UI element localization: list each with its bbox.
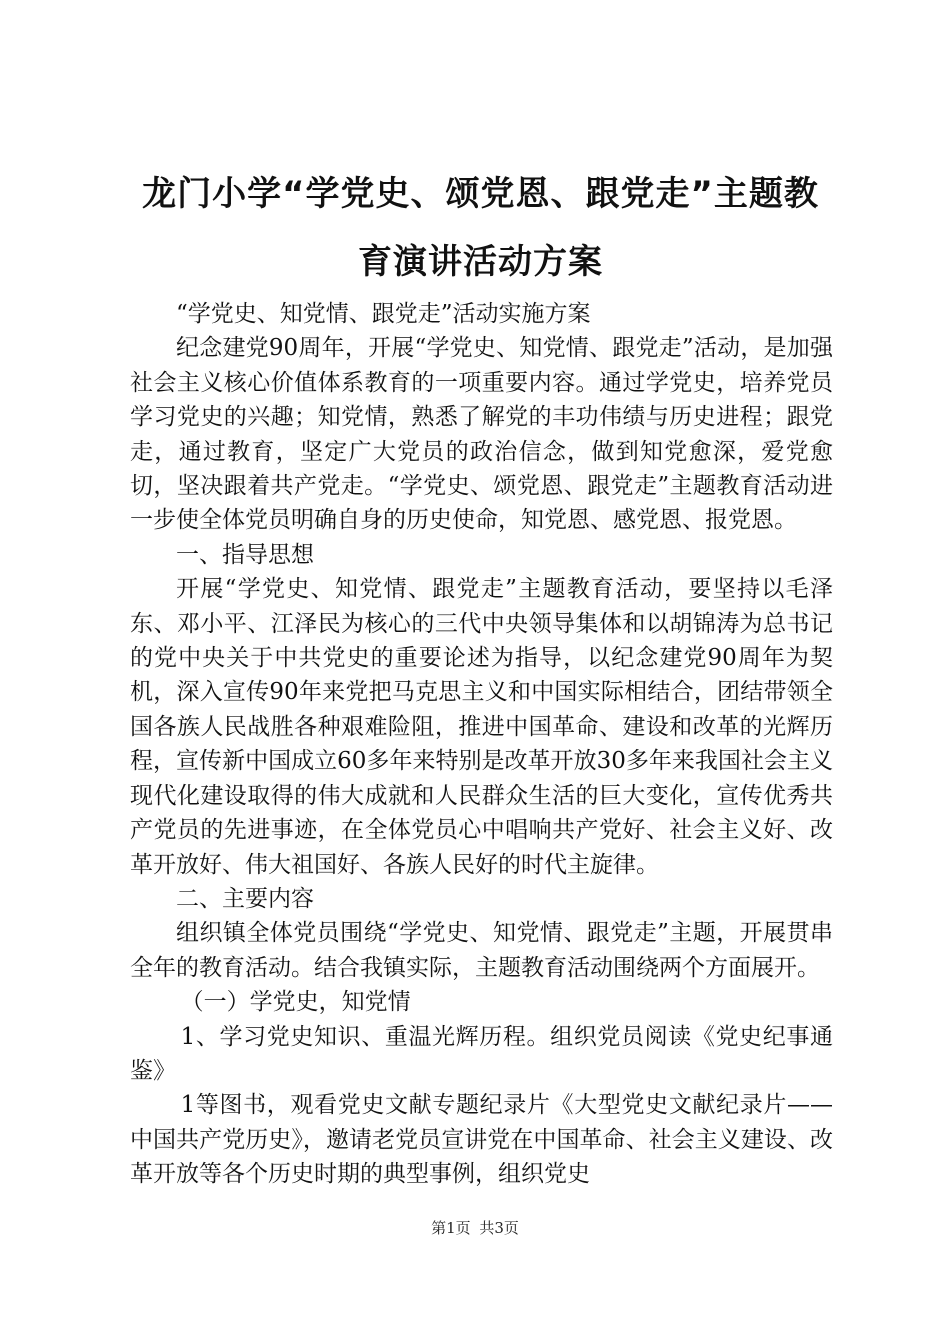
paragraph-guiding-ideology: 开展“学党史、知党情、跟党走”主题教育活动，要坚持以毛泽东、邓小平、江泽民为核心的三代中央领导集体和以胡锦涛为总书记的党中央关于中共党史的重要论述为指导，以纪念建党90周年为契机，深入宣传90年来党把马克思主义和中国实际相结合，团结带领全国各族人民战胜各种艰难险阻，推进中国革命、建设和改革的光辉历程，宣传新中国成立60多年来特别是改革开放30多年来我国社会主义现代化建设取得的伟大成就和人民群众生活的巨大变化，宣传优秀共产党员的先进事迹，在全体党员心中唱响共产党好、社会主义好、改革开放好、伟大祖国好、各族人民好的时代主旋律。 xyxy=(130,576,833,878)
paragraph-subtitle: “学党史、知党情、跟党走”活动实施方案 xyxy=(176,301,591,327)
subsection-heading: （一）学党史，知党情 xyxy=(180,989,411,1016)
document-body xyxy=(130,297,833,1192)
paragraph-intro: 纪念建党90周年，开展“学党史、知党情、跟党走”活动，是加强社会主义核心价值体系教育的一项重要内容。通过学党史，培养党员学习党史的兴趣；知党情，熟悉了解党的丰功伟绩与历史进程；跟党走，通过教育，坚定广大党员的政治信念，做到知党愈深，爱党愈切，坚决跟着共产党走。“学党史、颂党恩、跟党走”主题教育活动进一步使全体党员明确自身的历史使命，知党恩、感党恩、报党恩。 xyxy=(130,335,833,534)
document-title: 龙门小学“学党史、颂党恩、跟党走”主题教育演讲活动方案 xyxy=(142,174,819,282)
section-heading-main-content: 二、主要内容 xyxy=(176,885,314,912)
section-heading-guiding-ideology: 一、指导思想 xyxy=(176,541,314,568)
paragraph-item-1: 1、学习党史知识、重温光辉历程。组织党员阅读《党史纪事通鉴》 xyxy=(130,1023,833,1084)
page-total: 共3页 xyxy=(479,1219,519,1237)
paragraph-main-content: 组织镇全体党员围绕“学党史、知党情、跟党走”主题，开展贯串全年的教育活动。结合我镇实际，主题教育活动围绕两个方面展开。 xyxy=(130,920,833,981)
paragraph-item-1-continued: 1等图书，观看党史文献专题纪录片《大型党史文献纪录片——中国共产党历史》，邀请老党员宣讲党在中国革命、社会主义建设、改革开放等各个历史时期的典型事例，组织党史 xyxy=(130,1092,833,1188)
page-number: 第1页 xyxy=(431,1219,471,1237)
page-footer xyxy=(0,1217,950,1238)
